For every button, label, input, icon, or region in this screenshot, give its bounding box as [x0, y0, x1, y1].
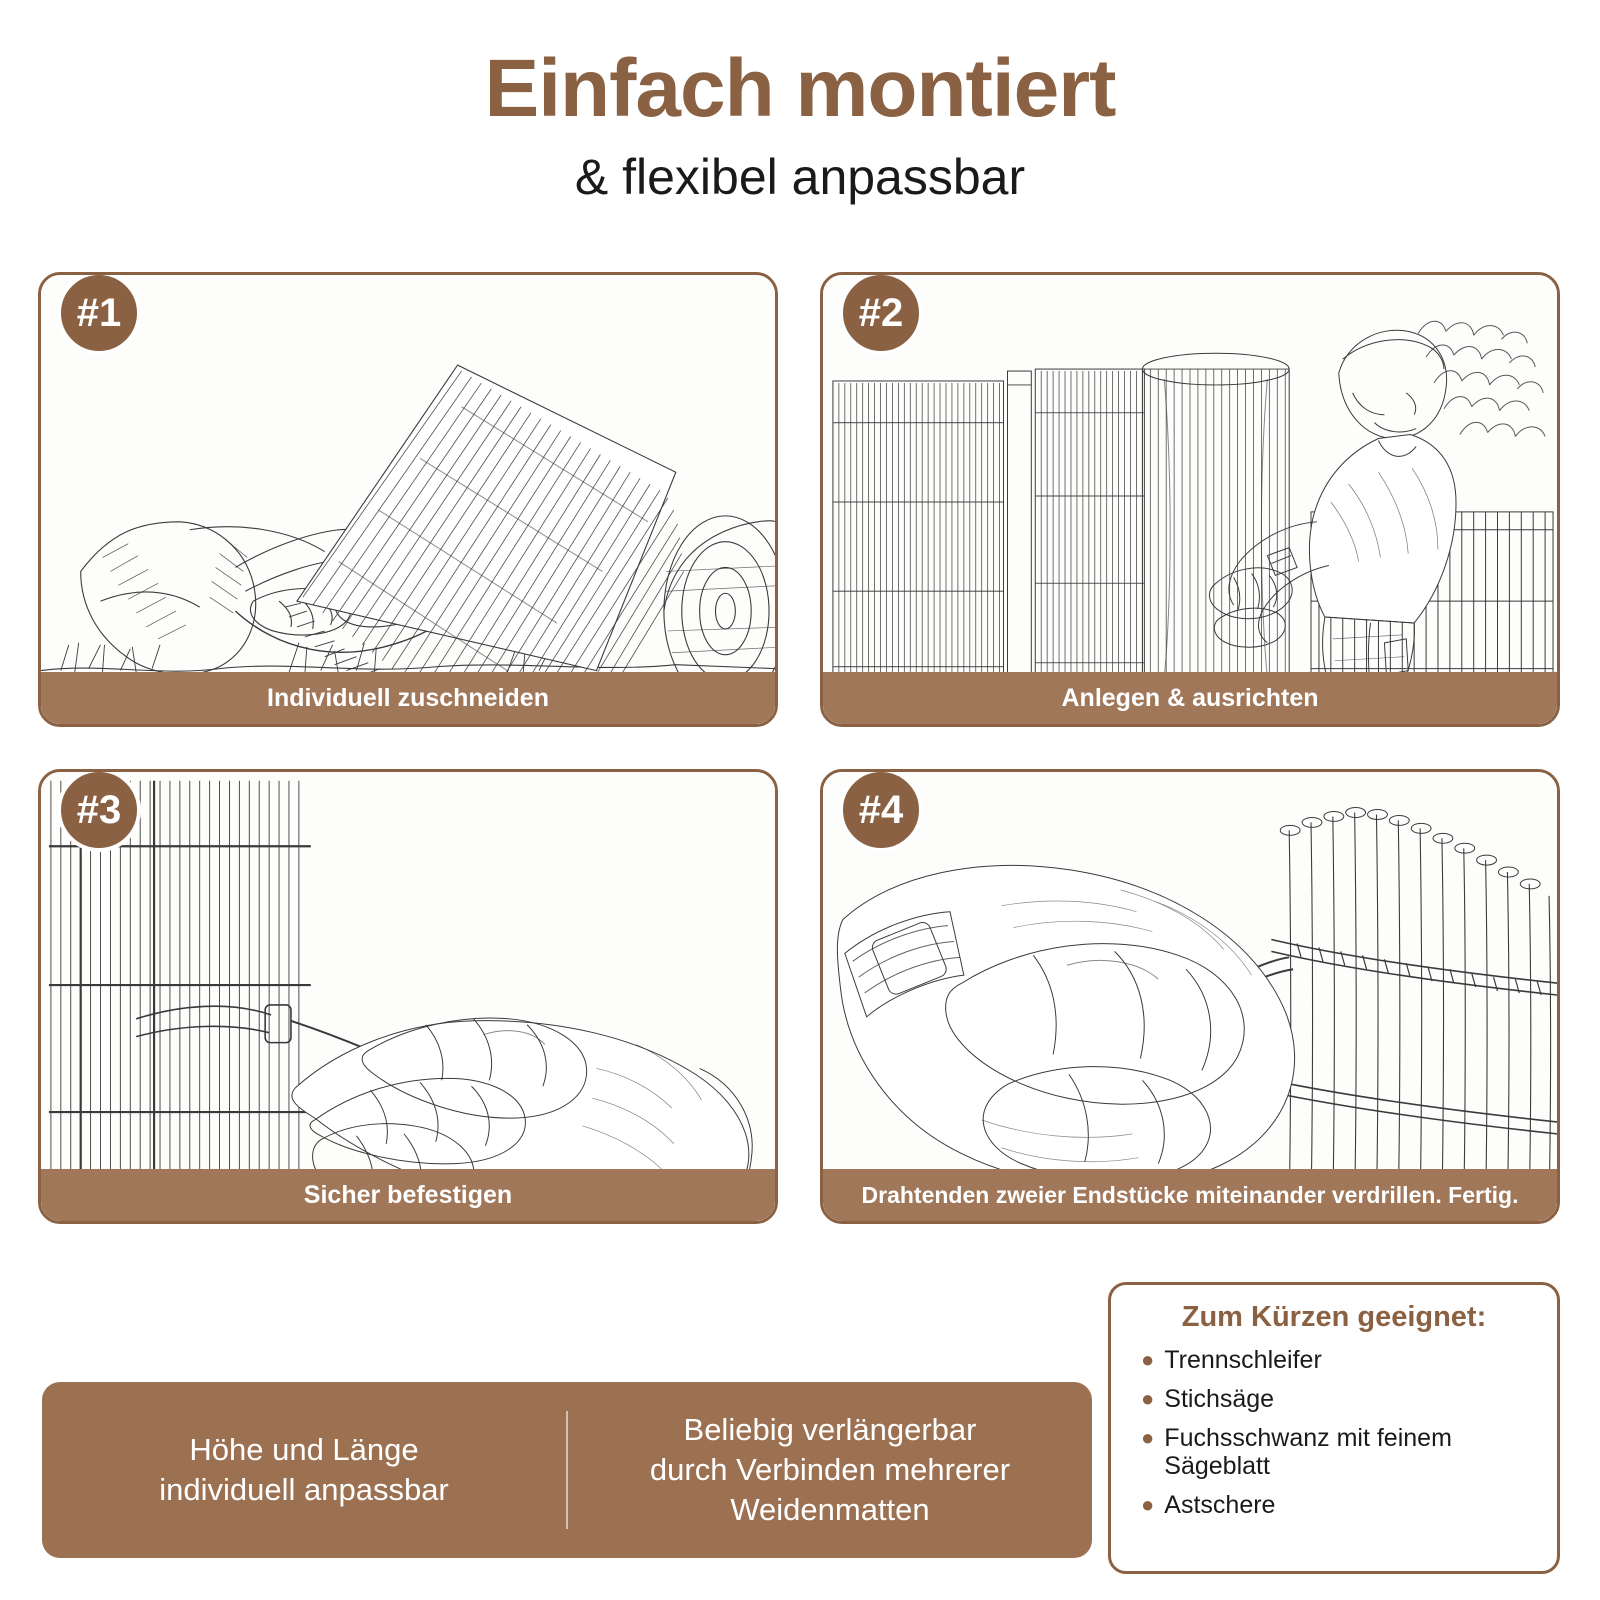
- step-card-1: [38, 272, 778, 727]
- tools-box: [1108, 1282, 1560, 1574]
- step-badge-3: #3: [57, 769, 141, 852]
- steps-grid: [38, 272, 1562, 1224]
- tool-label: Fuchsschwanz mit feinem Sägeblatt: [1164, 1423, 1452, 1481]
- step-badge-1: #1: [57, 272, 141, 355]
- step-1-illustration: [41, 275, 775, 724]
- step-2-illustration: [823, 275, 1557, 724]
- step-card-3: [38, 769, 778, 1224]
- bullet-icon: ●: [1141, 1385, 1155, 1411]
- bottom-info-left-line1: Höhe und Länge: [189, 1431, 419, 1467]
- tool-list-item: [1141, 1385, 1535, 1414]
- tool-list-item: [1141, 1346, 1535, 1375]
- tool-list-item: [1141, 1491, 1535, 1520]
- tool-label: Trennschleifer: [1164, 1346, 1322, 1374]
- bullet-icon: ●: [1141, 1492, 1155, 1517]
- step-4-illustration: [823, 772, 1557, 1221]
- bottom-info-right-line2: durch Verbinden mehrerer: [649, 1451, 1011, 1487]
- step-3-illustration: [41, 772, 775, 1221]
- bullet-icon: ●: [1141, 1424, 1155, 1450]
- tool-list-item: [1141, 1424, 1535, 1482]
- header: [0, 0, 1600, 206]
- bullet-icon: ●: [1141, 1347, 1155, 1372]
- step-card-4: [820, 769, 1560, 1224]
- bottom-info-right-line1: Beliebig verlängerbar: [683, 1411, 977, 1447]
- step-badge-4: #4: [839, 769, 923, 852]
- step-caption-2: Anlegen & ausrichten: [823, 672, 1557, 724]
- step-caption-1: Individuell zuschneiden: [41, 672, 775, 724]
- step-badge-2: #2: [839, 272, 923, 355]
- bottom-info-right-line3: Weidenmatten: [730, 1492, 930, 1528]
- step-card-2: [820, 272, 1560, 727]
- bottom-info-right: [568, 1410, 1092, 1531]
- page-title: Einfach montiert: [484, 43, 1116, 134]
- tools-title: Zum Kürzen geeignet:: [1181, 1301, 1487, 1333]
- bottom-info-left: [42, 1430, 566, 1511]
- bottom-info-bar: [42, 1382, 1092, 1558]
- step-caption-3: Sicher befestigen: [41, 1169, 775, 1221]
- tool-label: Astschere: [1164, 1491, 1276, 1519]
- bottom-info-left-line2: individuell anpassbar: [159, 1472, 449, 1507]
- step-caption-4: Drahtenden zweier Endstücke miteinander verdrillen. Fertig.: [823, 1169, 1557, 1221]
- page-subtitle: & flexibel anpassbar: [574, 149, 1026, 205]
- tool-label: Stichsäge: [1164, 1384, 1275, 1413]
